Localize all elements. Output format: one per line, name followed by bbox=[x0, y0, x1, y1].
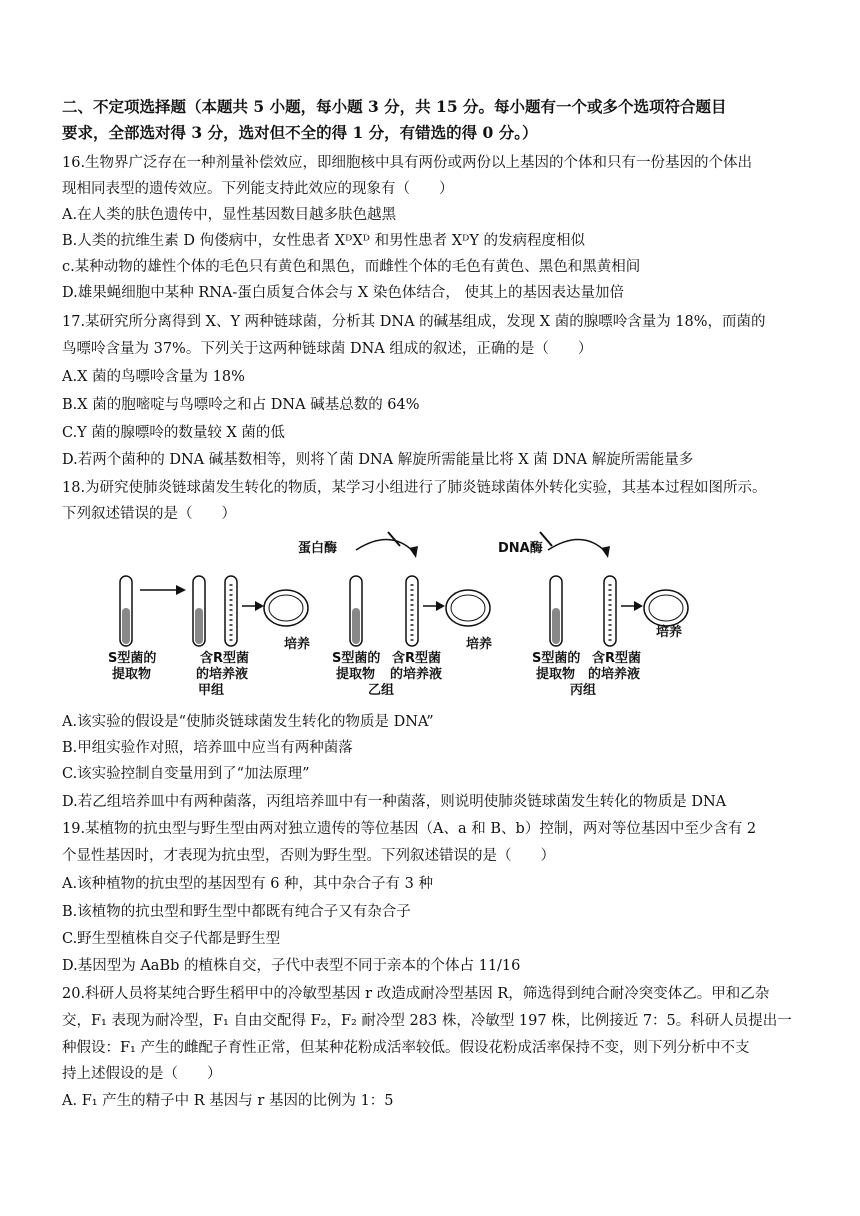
experiment-diagram bbox=[100, 528, 740, 700]
transformation-experiment-figure bbox=[100, 528, 740, 700]
group-bing bbox=[498, 532, 688, 698]
r-culture-label-2: 的培养液 bbox=[588, 667, 641, 682]
group-yi-label: 乙组 bbox=[368, 683, 395, 698]
r-culture-label-2: 的培养液 bbox=[390, 667, 443, 682]
tube-liquid bbox=[122, 608, 130, 644]
s-extract-label-2: 提取物 bbox=[536, 667, 576, 682]
s-extract-label-1: S型菌的 bbox=[532, 651, 581, 666]
q19-option-a: A.该种植物的抗虫型的基因型有 6 种，其中杂合子有 3 种 bbox=[62, 876, 433, 892]
q16-option-b: B.人类的抗维生素 D 佝偻病中，女性患者 XᴰXᴰ 和男性患者 XᴰY 的发病程度相似 bbox=[62, 233, 586, 249]
arrow-head-icon bbox=[409, 546, 418, 558]
r-culture-label-2: 的培养液 bbox=[196, 667, 249, 682]
q17-option-b: B.X 菌的胞嘧啶与鸟嘌呤之和占 DNA 碱基总数的 64% bbox=[62, 397, 420, 413]
arrow-head-icon bbox=[436, 601, 445, 611]
q20-stem-line4: 持上述假设的是（ ） bbox=[62, 1066, 222, 1082]
q17-option-c: C.Y 菌的腺嘌呤的数量较 X 菌的低 bbox=[62, 425, 285, 441]
section-title-line2: 要求，全部选对得 3 分，选对但不全的得 1 分，有错选的得 0 分。） bbox=[62, 123, 538, 142]
q18-option-a: A.该实验的假设是“使肺炎链球菌发生转化的物质是 DNA” bbox=[62, 714, 434, 730]
q17-stem-line1: 17.某研究所分离得到 X、Y 两种链球菌，分析其 DNA 的碱基组成，发现 X 菌的腺嘌呤含量为 18%，而菌的 bbox=[62, 314, 766, 330]
petri-dish-inner bbox=[649, 595, 683, 621]
q17-option-d: D.若两个菌种的 DNA 碱基数相等，则将丫菌 DNA 解旋所需能量比将 X 菌 DNA 解旋所需能量多 bbox=[62, 452, 694, 468]
arrow-head-icon bbox=[634, 601, 643, 611]
q18-stem-line2: 下列叙述错误的是（ ） bbox=[62, 506, 236, 522]
group-bing-label: 丙组 bbox=[570, 683, 597, 698]
q16-stem-line2: 现相同表型的遗传效应。下列能支持此效应的现象有（ ） bbox=[62, 181, 454, 197]
q18-option-c: C.该实验控制自变量用到了“加法原理” bbox=[62, 766, 310, 782]
culture-label: 培养 bbox=[466, 637, 493, 652]
group-yi bbox=[298, 532, 492, 698]
r-culture-label-1: 含R型菌 bbox=[592, 651, 642, 666]
q20-stem-line2: 交，F₁ 表现为耐冷型，F₁ 自由交配得 F₂，F₂ 耐冷型 283 株，冷敏型 197 株，比例接近 7：5。科研人员提出一 bbox=[62, 1013, 792, 1029]
culture-label: 培养 bbox=[284, 637, 311, 652]
s-extract-label-2: 提取物 bbox=[336, 667, 376, 682]
q19-option-c: C.野生型植株自交子代都是野生型 bbox=[62, 931, 281, 947]
petri-dish-inner bbox=[451, 595, 485, 621]
petri-dish-inner bbox=[269, 595, 303, 621]
tube-liquid bbox=[552, 608, 560, 644]
q16-option-d: D.雄果蝇细胞中某种 RNA-蛋白质复合体会与 X 染色体结合， 使其上的基因表达量加倍 bbox=[62, 285, 624, 301]
q17-option-a: A.X 菌的鸟嘌呤含量为 18% bbox=[62, 369, 245, 385]
q16-option-a: A.在人类的肤色遗传中，显性基因数目越多肤色越黑 bbox=[62, 207, 397, 223]
s-extract-label-2: 提取物 bbox=[112, 667, 152, 682]
q19-stem-line2: 个显性基因时，才表现为抗虫型，否则为野生型。下列叙述错误的是（ ） bbox=[62, 848, 555, 864]
q19-stem-line1: 19.某植物的抗虫型与野生型由两对独立遗传的等位基因（A、a 和 B、b）控制，两对等位基因中至少含有 2 bbox=[62, 821, 757, 837]
arrow-head-icon bbox=[601, 546, 610, 558]
q19-option-d: D.基因型为 AaBb 的植株自交，子代中表型不同于亲本的个体占 11/16 bbox=[62, 958, 521, 974]
section-title-line1: 二、不定项选择题（本题共 5 小题，每小题 3 分，共 15 分。每小题有一个或多个选项符合题目 bbox=[62, 97, 727, 116]
tube-liquid bbox=[195, 608, 203, 644]
group-jia-label: 甲组 bbox=[198, 683, 225, 698]
arrow-head-icon bbox=[176, 585, 186, 595]
r-culture-label-1: 含R型菌 bbox=[392, 651, 442, 666]
tube-liquid bbox=[352, 608, 360, 644]
dnase-label: DNA酶 bbox=[498, 541, 543, 556]
curved-arrow-icon bbox=[548, 539, 606, 552]
s-extract-label-1: S型菌的 bbox=[332, 651, 381, 666]
q17-stem-line2: 鸟嘌呤含量为 37%。下列关于这两种链球菌 DNA 组成的叙述，正确的是（ ） bbox=[62, 341, 593, 357]
q20-option-a: A. F₁ 产生的精子中 R 基因与 r 基因的比例为 1：5 bbox=[62, 1093, 394, 1109]
q20-stem-line1: 20.科研人员将某纯合野生稻甲中的冷敏型基因 r 改造成耐冷型基因 R，筛选得到纯合耐冷突变体乙。甲和乙杂 bbox=[62, 986, 770, 1002]
q16-stem-line1: 16.生物界广泛存在一种剂量补偿效应，即细胞核中具有两份或两份以上基因的个体和只有一份基因的个体出 bbox=[62, 155, 753, 171]
q16-option-c: c.某种动物的雄性个体的毛色只有黄色和黑色，而雌性个体的毛色有黄色、黑色和黑黄相间 bbox=[62, 259, 641, 275]
q18-stem-line1: 18.为研究使肺炎链球菌发生转化的物质，某学习小组进行了肺炎链球菌体外转化实验，其基本过程如图所示。 bbox=[62, 480, 767, 496]
q19-option-b: B.该植物的抗虫型和野生型中都既有纯合子又有杂合子 bbox=[62, 904, 411, 920]
q20-stem-line3: 种假设：F₁ 产生的雌配子育性正常，但某种花粉成活率较低。假设花粉成活率保持不变，则下列分析中不支 bbox=[62, 1040, 750, 1056]
s-extract-label-1: S型菌的 bbox=[108, 651, 157, 666]
curved-arrow-icon bbox=[356, 539, 414, 552]
culture-label: 培养 bbox=[656, 625, 683, 640]
q18-option-d: D.若乙组培养皿中有两种菌落，丙组培养皿中有一种菌落，则说明使肺炎链球菌发生转化的物质是 DNA bbox=[62, 794, 727, 810]
arrow-head-icon bbox=[255, 601, 264, 611]
r-culture-label-1: 含R型菌 bbox=[200, 651, 250, 666]
q18-option-b: B.甲组实验作对照，培养皿中应当有两种菌落 bbox=[62, 740, 353, 756]
protease-label: 蛋白酶 bbox=[298, 541, 338, 556]
group-jia bbox=[108, 576, 310, 698]
